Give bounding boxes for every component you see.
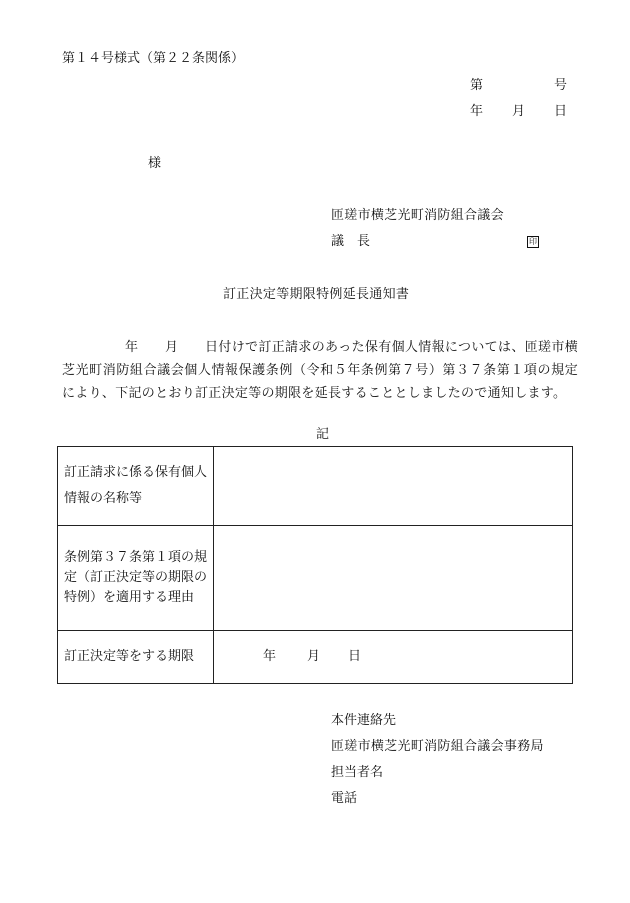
contact-office: 匝瑳市横芝光町消防組合議会事務局 [331, 739, 544, 754]
ki-heading: 記 [316, 427, 330, 442]
doc-date-year: 年 [470, 104, 484, 119]
row-label-info-name: 訂正請求に係る保有個人情報の名称等 [58, 447, 214, 526]
doc-number-suffix: 号 [554, 78, 568, 93]
doc-date-month: 月 [512, 104, 526, 119]
doc-number-prefix: 第 [470, 78, 484, 93]
contact-heading: 本件連絡先 [331, 713, 397, 728]
doc-date-day: 日 [554, 104, 568, 119]
row-value-info-name [214, 447, 573, 526]
body-paragraph: 年 月 日付けで訂正請求のあった保有個人情報については、匝瑳市横芝光町消防組合議会個人情報保護条例（令和５年条例第７号）第３７条第１項の規定により、下記のとおり訂正決定等の期限を延長することとしましたので通知します。 [62, 340, 578, 401]
table-row [58, 447, 573, 526]
deadline-year: 年 [263, 649, 277, 664]
seal-mark: 印 [529, 237, 537, 246]
sender-title: 議 長 [331, 234, 371, 249]
recipient-honorific: 様 [148, 156, 162, 171]
document-title: 訂正決定等期限特例延長通知書 [223, 287, 410, 302]
row-label-reason: 条例第３７条第１項の規定（訂正決定等の期限の特例）を適用する理由 [58, 526, 214, 631]
contact-person: 担当者名 [331, 765, 384, 780]
row-value-deadline [214, 631, 573, 684]
deadline-day: 日 [348, 649, 362, 664]
row-value-reason [214, 526, 573, 631]
form-number: 第１４号様式（第２２条関係） [62, 51, 245, 66]
table-row [58, 526, 573, 631]
notice-table [57, 446, 573, 684]
contact-phone: 電話 [331, 791, 358, 806]
deadline-month: 月 [307, 649, 321, 664]
table-row [58, 631, 573, 684]
sender-organization: 匝瑳市横芝光町消防組合議会 [331, 208, 504, 223]
row-label-deadline: 訂正決定等をする期限 [58, 631, 214, 684]
